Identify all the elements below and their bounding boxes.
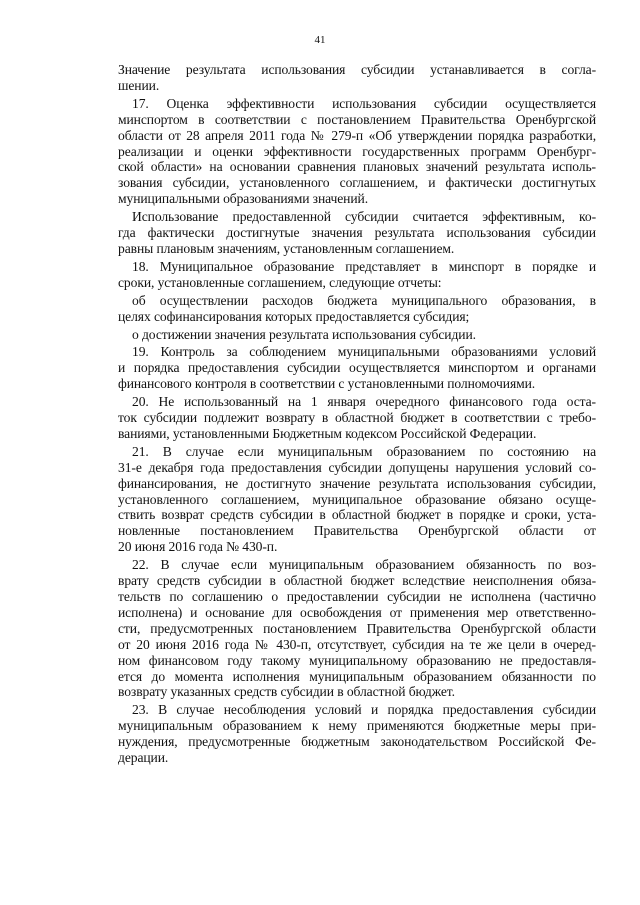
paragraph bbox=[118, 394, 596, 442]
paragraph bbox=[118, 702, 596, 766]
paragraph bbox=[118, 344, 596, 392]
text-line: 18. Муниципальное образование представляет в минспорт в порядке и bbox=[132, 258, 596, 274]
text-line: муниципальными образованиями значений. bbox=[118, 191, 369, 207]
paragraph bbox=[118, 96, 596, 207]
text-line: финансового контроля в соответствии с установленными полномочиями. bbox=[118, 376, 536, 392]
text-line: гда фактически достигнутые значения результата использования субсидии bbox=[118, 225, 596, 241]
text-line: Использование предоставленной субсидии считается эффективным, ко- bbox=[132, 209, 596, 225]
text-line: дерации. bbox=[118, 750, 169, 766]
text-line: 20 июня 2016 года № 430-п. bbox=[118, 539, 278, 555]
text-line: зования субсидии, установленного соглашением, и фактически достигнутых bbox=[118, 175, 596, 191]
text-line: о достижении значения результата использования субсидии. bbox=[132, 326, 476, 342]
text-line: 20. Не использованный на 1 января очередного финансового года оста- bbox=[132, 394, 596, 410]
text-line: тельств по соглашению о предоставлении субсидии не исполнена (частично bbox=[118, 589, 596, 604]
text-line: минспортом в соответствии с постановлением Правительства Оренбургской bbox=[118, 111, 596, 127]
text-line: 22. В случае если муниципальным образованием обязанность по воз- bbox=[132, 557, 596, 573]
paragraph bbox=[118, 557, 596, 700]
text-line: врату средств субсидии в областной бюджет вследствие неисполнения обяза- bbox=[118, 573, 596, 589]
document-body bbox=[118, 62, 596, 768]
text-line: сроки, установленные соглашением, следующие отчеты: bbox=[118, 274, 442, 290]
paragraph bbox=[118, 209, 596, 257]
text-line: ном финансовом году такому муниципальному образованию не предоставля- bbox=[118, 652, 596, 668]
text-line: финансирования, не достигнуто значение результата использования субсидии, bbox=[118, 475, 596, 491]
text-line: области от 28 апреля 2011 года № 279-п «Об утверждении порядка разработки, bbox=[118, 127, 596, 143]
text-line: равны плановым значениям, установленным соглашением. bbox=[118, 240, 455, 256]
paragraph bbox=[118, 444, 596, 555]
text-line: 17. Оценка эффективности использования субсидии осуществляется bbox=[132, 95, 596, 111]
text-line: реализации и оценки эффективности государственных программ Оренбург- bbox=[118, 143, 596, 159]
paragraph bbox=[118, 259, 596, 291]
text-line: 19. Контроль за соблюдением муниципальными образованиями условий bbox=[132, 344, 596, 360]
text-line: и порядка предоставления субсидии осуществляется минспортом и органами bbox=[118, 360, 596, 376]
paragraph bbox=[118, 293, 596, 325]
text-line: от 20 июня 2016 года № 430-п, отсутствует, субсидия на те же цели в очеред- bbox=[118, 636, 596, 652]
text-line: шении. bbox=[118, 77, 160, 93]
text-line: ской области» на основании сравнения плановых значений результата исполь- bbox=[118, 159, 596, 175]
text-line: Значение результата использования субсидии устанавливается в согла- bbox=[118, 62, 596, 77]
text-line: возврату указанных средств субсидии в областной бюджет. bbox=[118, 684, 455, 700]
page-number: 41 bbox=[314, 34, 326, 46]
text-line: 31-е декабря года предоставления субсидии допущены нарушения условий со- bbox=[118, 459, 596, 475]
text-line: ствить возврат средств субсидии в областной бюджет в порядке и сроки, уста- bbox=[118, 507, 596, 523]
text-line: исполнена) и основание для освобождения от применения мер ответственно- bbox=[118, 604, 596, 620]
paragraph bbox=[118, 62, 596, 94]
paragraph bbox=[118, 327, 596, 343]
text-line: ваниями, установленными Бюджетным кодексом Российской Федерации. bbox=[118, 425, 537, 441]
text-line: установленного соглашением, муниципальное образование обязано осуще- bbox=[118, 491, 596, 507]
text-line: сти, предусмотренных постановлением Правительства Оренбургской области bbox=[118, 620, 596, 636]
text-line: ется до момента исполнения муниципальным образованием обязанности по bbox=[118, 668, 596, 684]
text-line: муниципальным образованием к нему применяются бюджетные меры при- bbox=[118, 718, 596, 734]
text-line: целях софинансирования которых предоставляется субсидия; bbox=[118, 308, 470, 324]
text-line: 23. В случае несоблюдения условий и порядка предоставления субсидии bbox=[132, 702, 596, 718]
text-line: новленные постановлением Правительства Оренбургской области от bbox=[118, 523, 596, 539]
text-line: ток субсидии подлежит возврату в областной бюджет в соответствии с требо- bbox=[118, 410, 596, 426]
text-line: 21. В случае если муниципальным образованием по состоянию на bbox=[132, 443, 596, 459]
text-line: нуждения, предусмотренные бюджетным законодательством Российской Фе- bbox=[118, 734, 596, 750]
text-line: об осуществлении расходов бюджета муниципального образования, в bbox=[132, 292, 596, 308]
